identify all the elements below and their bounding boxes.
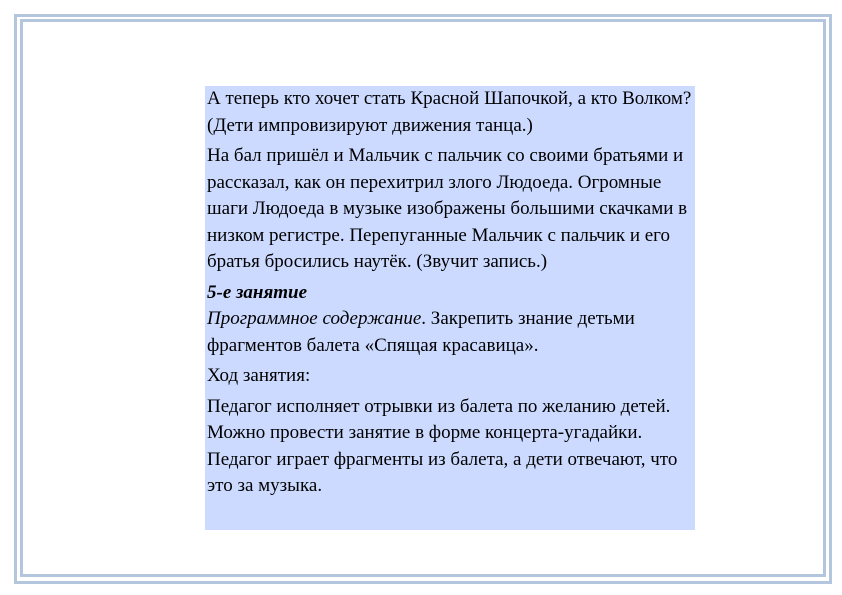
paragraph-red-riding-hood: А теперь кто хочет стать Красной Шапочкой, а кто Волком? (Дети импровизируют движения танца.): [207, 88, 692, 136]
course-heading: Ход занятия:: [207, 365, 311, 386]
lesson-title-text: 5-е занятие: [207, 281, 308, 303]
paragraph-tom-thumb: На бал пришёл и Мальчик с пальчик со своими братьями и рассказал, как он перехитрил злого Людоеда. Огромные шаги Людоеда в музыке изображены большими скачками в низком регистре. Перепуганные Мальчик с пальчик и его братья бросились наутёк. (Звучит запись.): [207, 145, 688, 272]
lesson-title: [207, 280, 693, 307]
text-block: [205, 86, 695, 530]
program-text: . Закрепить знание детьми фрагментов балета «Спящая красавица».: [207, 308, 635, 356]
paragraph-program: [207, 306, 693, 359]
program-label: Программное содержание: [207, 308, 422, 329]
paragraph-teacher: Педагог исполняет отрывки из балета по желанию детей. Можно провести занятие в форме концерта-угадайки. Педагог играет фрагменты из балета, а дети отвечают, что это за музыка.: [207, 395, 678, 496]
